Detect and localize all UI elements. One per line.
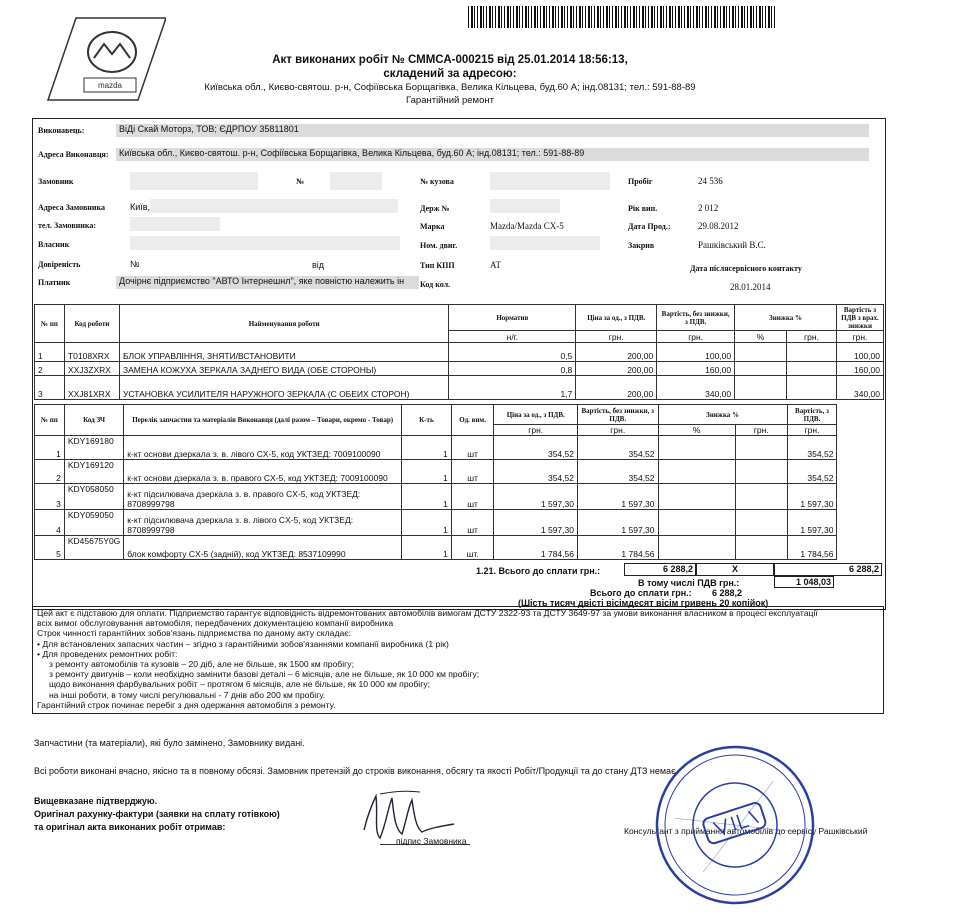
parts-row-price: 1 784,56: [494, 536, 577, 560]
parts-header-discount: Знижка %: [658, 405, 787, 425]
sale-date-value: 29.08.2012: [698, 221, 739, 231]
gearbox-value: AT: [490, 260, 501, 270]
parts-row-qty: 1: [402, 460, 452, 484]
phone-label: тел. Замовника:: [38, 221, 97, 230]
works-row-norm: 1,7: [449, 376, 576, 400]
total-label: 1.21. Всього до сплати грн.:: [476, 566, 601, 576]
note-line: Цей акт є підставою для оплати. Підприємство гарантує відповідність відремонтованих автомобілів вимогам ДСТУ 2322-93 та ДСТУ 3649-97 за умови виконання власником в процесі експлуатації: [37, 608, 818, 618]
customer-address-label: Адреса Замовника: [38, 203, 105, 212]
works-unit-norm: н/г.: [449, 331, 576, 343]
works-row-cost: 340,00: [657, 376, 735, 400]
payer-value: Дочірнє підприємство "АВТО Інтернешнл", яке повністю належить ін: [116, 276, 419, 289]
works-unit-pct: %: [735, 331, 787, 343]
parts-header-code: Код ЗЧ: [64, 405, 123, 436]
mileage-label: Пробіг: [628, 177, 653, 186]
executor-label: Виконавець:: [38, 126, 85, 135]
works-row-price: 200,00: [576, 362, 657, 376]
sale-date-label: Дата Прод.:: [628, 222, 671, 231]
parts-row-total: 354,52: [787, 436, 837, 460]
total-value: 6 288,2: [624, 563, 696, 576]
executor-address-label: Адреса Виконавця:: [38, 150, 109, 159]
contact-date-value: 28.01.2014: [730, 282, 771, 292]
plate-label: Держ №: [420, 204, 450, 213]
works-row-norm: 0,8: [449, 362, 576, 376]
parts-row-price: 1 597,30: [494, 484, 577, 510]
grand-value: 6 288,2: [712, 588, 743, 598]
works-header-total: Вартість з ПДВ з врах. знижки: [836, 305, 883, 331]
table-row: [35, 436, 884, 460]
customer-redacted: [130, 172, 258, 190]
note-line: Строк чинності гарантійних зобов'язань підприємства по даному акту складає:: [37, 628, 352, 639]
parts-row-code: KD45675Y0G: [64, 536, 123, 560]
table-row: [35, 343, 884, 362]
works-row-price: 200,00: [576, 376, 657, 400]
parts-unit-price: грн.: [494, 425, 577, 436]
parts-row-cost: 1 597,30: [577, 484, 658, 510]
note-line: з ремонту автомобілів та кузовів – 20 діб, але не більше, як 1500 км пробігу;: [37, 659, 354, 670]
brand-label: Марка: [420, 222, 445, 231]
table-row: [35, 484, 884, 510]
total-value-2: 6 288,2: [774, 563, 882, 576]
works-row-no: 1: [35, 343, 65, 362]
works-row-name: БЛОК УПРАВЛІННЯ, ЗНЯТИ/ВСТАНОВИТИ: [119, 343, 449, 362]
note-line: • Для проведених ремонтних робіт:: [37, 648, 178, 659]
year-label: Рік вип.: [628, 204, 658, 213]
works-table: [34, 304, 884, 400]
parts-header-unit: Од. вим.: [451, 405, 494, 436]
confirm-line-1: Вищевказане підтверджую.: [34, 796, 158, 806]
confirm-line-2: Оригінал рахунку-фактури (заявки на сплату готівкою): [34, 809, 280, 819]
parts-row-code: KDY059050: [64, 510, 123, 536]
plate-redacted: [490, 199, 560, 213]
parts-header-price: Ціна за од., з ПДВ.: [494, 405, 577, 425]
body-no-label: № кузова: [420, 177, 454, 186]
parts-unit-disc: грн.: [735, 425, 787, 436]
works-row-total: 100,00: [836, 343, 883, 362]
closed-value: Рашківський В.С.: [698, 240, 766, 250]
parts-row-name: к-кт підсилювача дзеркала з. в. правого CX-5, код УКТЗЕД: 8708999798: [124, 484, 402, 510]
customer-sign-label: підпис Замовника: [396, 836, 467, 846]
works-unit-disc: грн.: [787, 331, 837, 343]
parts-row-price: 354,52: [494, 460, 577, 484]
works-row-cost: 160,00: [657, 362, 735, 376]
code-label: Код кол.: [420, 280, 451, 289]
works-header-cost: Вартість, без знижки, з ПДВ.: [657, 305, 735, 331]
note-line: Гарантійний строк починає перебіг з дня одержання автомобіля з ремонту.: [37, 699, 336, 710]
parts-row-unit: шт: [451, 484, 494, 510]
grand-label: Всього до сплати грн.:: [590, 588, 692, 598]
parts-row-cost: 354,52: [577, 460, 658, 484]
works-row-no: 2: [35, 362, 65, 376]
note-line: з ремонту двигунів – коли необхідно замінити базові деталі – 6 місяців, але не більше, як 10 000 км пробігу;: [37, 669, 480, 680]
parts-row-code: KDY169180: [64, 436, 123, 460]
proxy-from: від: [312, 260, 325, 270]
parts-row-unit: шт: [451, 460, 494, 484]
works-unit-cost: грн.: [657, 331, 735, 343]
works-row-code: T0108XRX: [64, 343, 119, 362]
parts-row-no: 2: [35, 460, 65, 484]
works-header-price: Ціна за од., з ПДВ.: [576, 305, 657, 331]
amount-words: (Шість тисяч двісті вісімдесят вісім гривень 20 копійок): [518, 598, 769, 608]
parts-row-code: KDY058050: [64, 484, 123, 510]
parts-row-qty: 1: [402, 510, 452, 536]
phone-redacted: [130, 217, 220, 231]
parts-row-code: KDY169120: [64, 460, 123, 484]
parts-row-total: 1 597,30: [787, 510, 837, 536]
parts-header-name: Перелік запчастин та матеріалів Виконавця (далі разом – Товари, окремо - Товар): [124, 405, 402, 436]
confirm-line-3: та оригінал акта виконаних робіт отримав:: [34, 822, 226, 832]
parts-row-cost: 1 597,30: [577, 510, 658, 536]
act-subtitle: складений за адресою:: [383, 68, 517, 80]
total-x: X: [696, 563, 774, 576]
executor-value: ВіДі Скай Моторз, ТОВ; ЄДРПОУ 35811801: [116, 124, 869, 137]
parts-unit-total: грн.: [787, 425, 837, 436]
works-row-total: 340,00: [836, 376, 883, 400]
parts-row-unit: шт: [451, 436, 494, 460]
note-line: на інші роботи, в тому числі регулювальні - 7 днів або 200 км пробігу.: [37, 689, 326, 700]
warranty-notes: [32, 606, 884, 714]
parts-header-total: Вартість, з ПДВ.: [787, 405, 837, 425]
customer-no-label: №: [296, 177, 305, 186]
parts-row-name: к-кт основи дзеркала з. в. лівого CX-5, код УКТЗЕД: 7009100090: [124, 436, 402, 460]
brand-text: mazda: [97, 81, 123, 90]
works-row-name: УСТАНОВКА УСИЛИТЕЛЯ НАРУЖНОГО ЗЕРКАЛА (С ОБЕИХ СТОРОН): [119, 376, 449, 400]
customer-address-redacted: [150, 199, 398, 213]
engine-label: Ном. двиг.: [420, 241, 458, 250]
consultant-sign-label: Консультант з приймання автомобілів до сервісу Рашківський: [624, 826, 868, 836]
body-no-redacted: [490, 172, 610, 190]
parts-row-no: 3: [35, 484, 65, 510]
works-row-price: 200,00: [576, 343, 657, 362]
works-row-no: 3: [35, 376, 65, 400]
works-header-code: Код роботи: [64, 305, 119, 343]
parts-row-name: к-кт підсилювача дзеркала з. в. лівого CX-5, код УКТЗЕД: 8708999798: [124, 510, 402, 536]
parts-row-price: 354,52: [494, 436, 577, 460]
note-line: • Для встановлених запасних частин – згідно з гарантійними зобов'язаннями компанії виробника (1 рік): [37, 638, 449, 649]
mileage-value: 24 536: [698, 176, 723, 186]
works-row-name: ЗАМЕНА КОЖУХА ЗЕРКАЛА ЗАДНЕГО ВИДА (ОБЕ СТОРОНЫ): [119, 362, 449, 376]
works-row-cost: 100,00: [657, 343, 735, 362]
parts-header-qty: К-ть: [402, 405, 452, 436]
works-header-discount: Знижка %: [735, 305, 837, 331]
parts-row-no: 1: [35, 436, 65, 460]
works-header-norm: Норматив: [449, 305, 576, 331]
parts-row-unit: шт: [451, 510, 494, 536]
barcode: [468, 6, 776, 28]
year-value: 2 012: [698, 203, 719, 213]
parts-row-no: 5: [35, 536, 65, 560]
parts-row-total: 1 597,30: [787, 484, 837, 510]
closed-label: Закрив: [628, 241, 655, 250]
parts-row-total: 354,52: [787, 460, 837, 484]
payer-label: Платник: [38, 278, 71, 287]
works-row-code: XXJ81XRX: [64, 376, 119, 400]
vat-value: 1 048,03: [774, 576, 834, 588]
brand-value: Mazda/Mazda CX-5: [490, 221, 564, 231]
parts-row-price: 1 597,30: [494, 510, 577, 536]
parts-row-cost: 354,52: [577, 436, 658, 460]
gearbox-label: Тип КПП: [420, 261, 455, 270]
parts-row-qty: 1: [402, 536, 452, 560]
company-stamp: [640, 740, 830, 910]
works-row-norm: 0,5: [449, 343, 576, 362]
parts-row-unit: шт.: [451, 536, 494, 560]
parts-returned-text: Запчастини (та матеріали), які було замінено, Замовнику видані.: [34, 738, 305, 748]
act-title: Акт виконаних робіт № СММСА-000215 від 25.01.2014 18:56:13,: [272, 54, 628, 66]
owner-redacted: [130, 236, 400, 250]
parts-row-qty: 1: [402, 484, 452, 510]
works-done-text: Всі роботи виконані вчасно, якісно та в повному обсязі. Замовник претензій до строків виконання, обсягу та якості Робіт/Продукції та до стану ДТЗ немає.: [34, 766, 679, 776]
table-row: [35, 460, 884, 484]
parts-row-qty: 1: [402, 436, 452, 460]
owner-label: Власник: [38, 240, 70, 249]
works-header-name: Найменування роботи: [119, 305, 449, 343]
note-line: щодо виконання фарбувальних робіт – протягом 6 місяців, але не більше, як 10 000 км пробігу;: [37, 679, 431, 690]
executor-address-value: Київська обл., Києво-святош. р-н, Софіївська Борщагівка, Велика Кільцева, буд.60 А; інд.08131; тел.: 591-88-89: [116, 148, 869, 161]
proxy-label: Довіреність: [38, 260, 81, 269]
engine-redacted: [490, 236, 600, 250]
mazda-logo: [42, 14, 166, 114]
parts-row-name: блок комфорту CX-5 (задній), код УКТЗЕД: 8537109990: [124, 536, 402, 560]
proxy-no: №: [130, 259, 140, 269]
parts-row-name: к-кт основи дзеркала з. в. правого CX-5, код УКТЗЕД: 7009100090: [124, 460, 402, 484]
parts-unit-cost: грн.: [577, 425, 658, 436]
parts-row-total: 1 784,56: [787, 536, 837, 560]
parts-table: [34, 404, 884, 560]
contact-date-label: Дата післясервісного контакту: [690, 264, 802, 273]
parts-unit-pct: %: [658, 425, 735, 436]
vat-label: В тому числі ПДВ грн.:: [638, 578, 740, 588]
works-row-total: 160,00: [836, 362, 883, 376]
act-address: Київська обл., Києво-святош. р-н, Софіївська Борщагівка, Велика Кільцева, буд.60 А; інд.08131; тел.: 591-88-89: [204, 82, 696, 93]
customer-address-value: Київ,: [130, 202, 151, 212]
parts-row-cost: 1 784,56: [577, 536, 658, 560]
parts-header-no: № пп: [35, 405, 65, 436]
table-row: [35, 536, 884, 560]
table-row: [35, 510, 884, 536]
act-type: Гарантійний ремонт: [406, 95, 494, 106]
customer-label: Замовник: [38, 177, 74, 186]
parts-header-cost: Вартість, без знижки, з ПДВ.: [577, 405, 658, 425]
table-row: [35, 362, 884, 376]
works-unit-price: грн.: [576, 331, 657, 343]
table-row: [35, 376, 884, 400]
works-row-code: XXJ3ZXRX: [64, 362, 119, 376]
works-unit-total: грн.: [836, 331, 883, 343]
works-header-no: № пп: [35, 305, 65, 343]
note-line: всіх вимог обслуговування автомобіля, передбачених документацією компанії виробника: [37, 618, 394, 629]
customer-no-redacted: [330, 172, 382, 190]
parts-row-no: 4: [35, 510, 65, 536]
